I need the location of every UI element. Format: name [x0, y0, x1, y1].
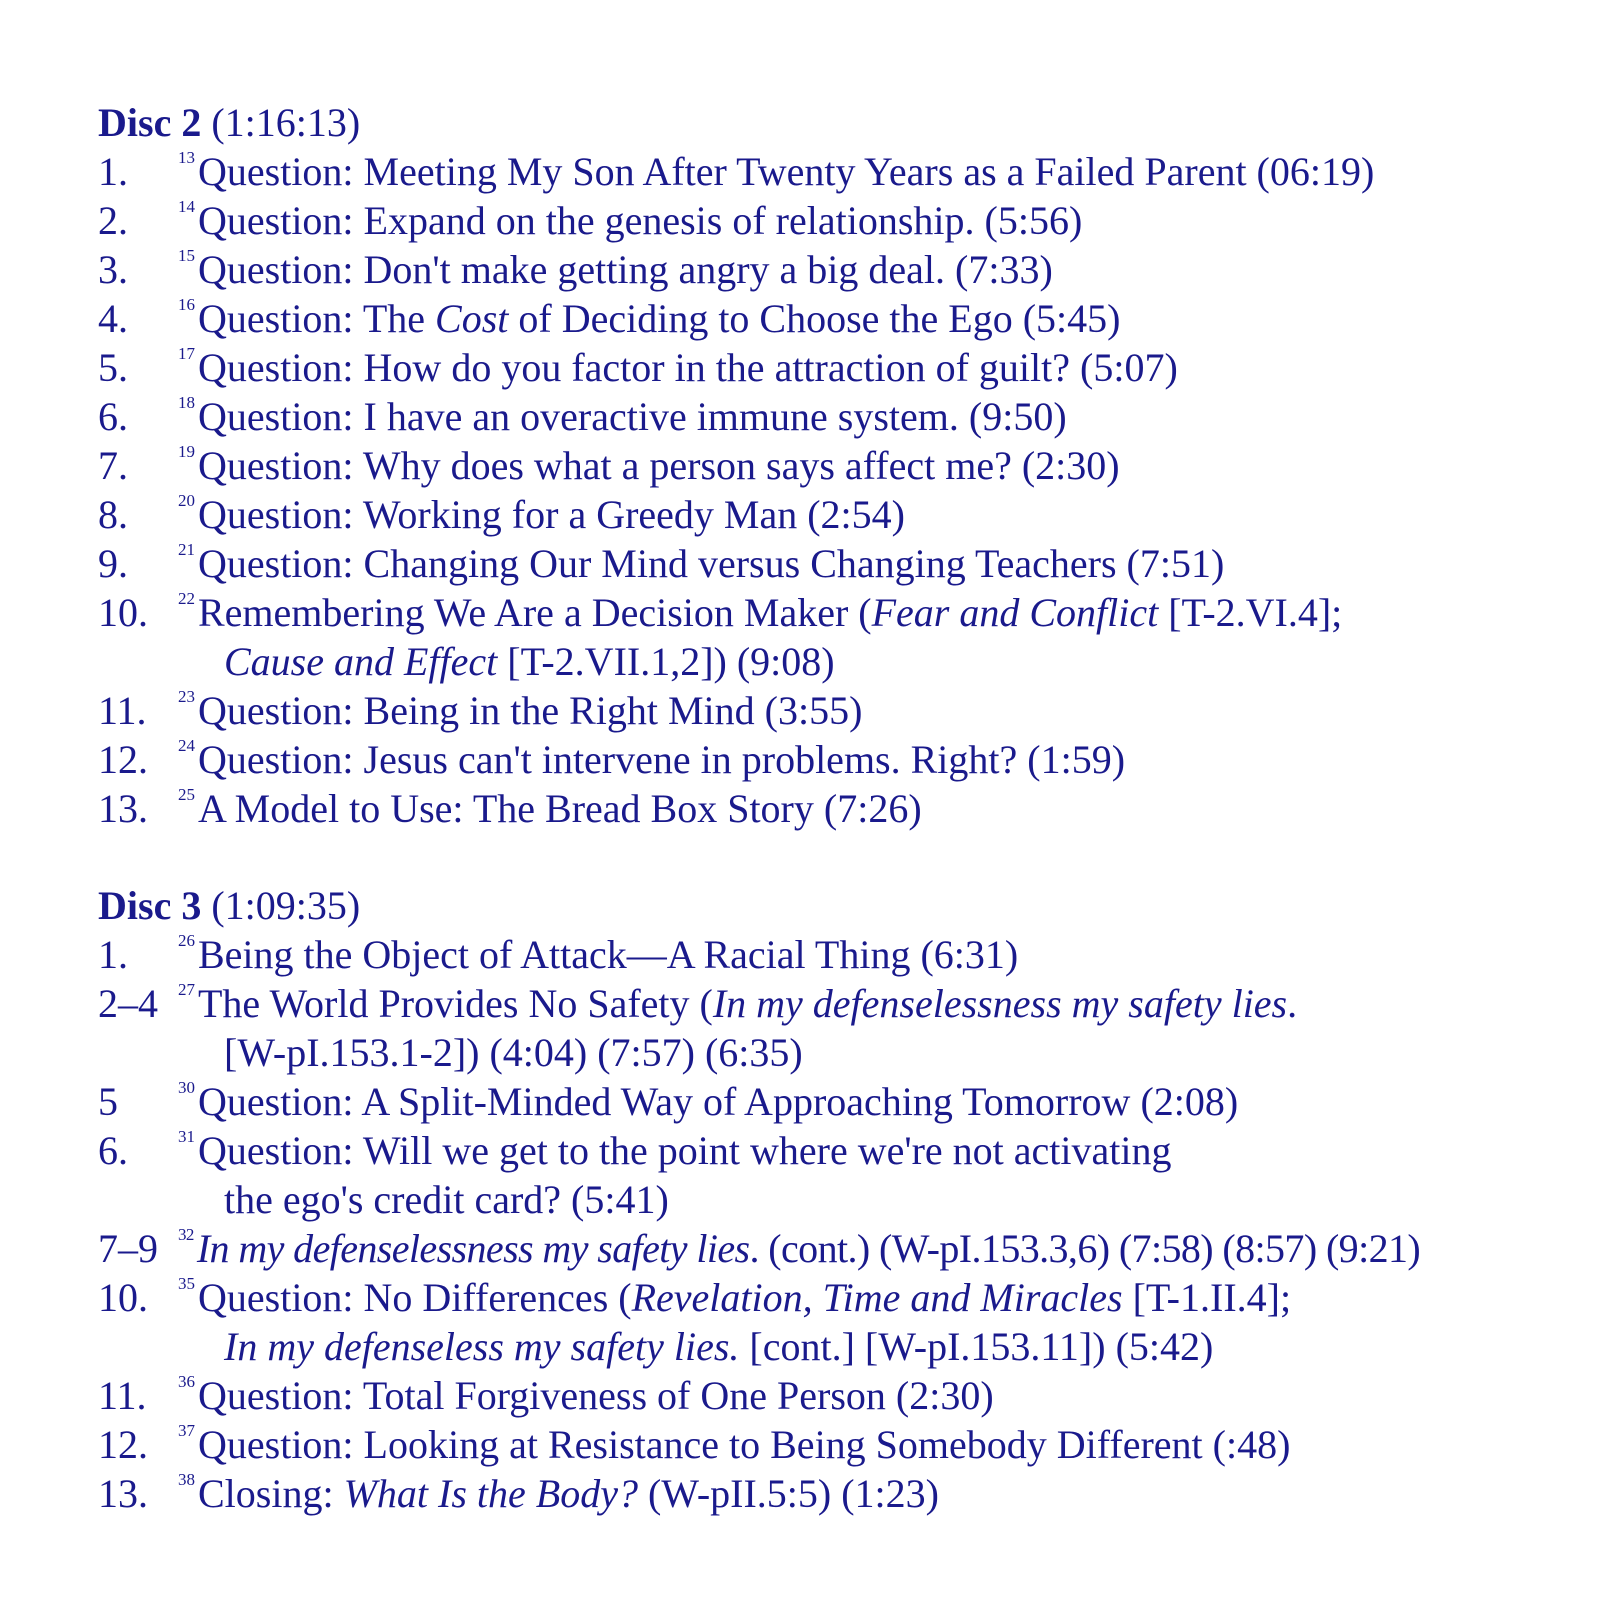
track-text: Question: Expand on the genesis of relationship. (5:56)	[198, 198, 1083, 243]
track-text: Being the Object of Attack—A Racial Thing (6:31)	[198, 932, 1019, 977]
track-index: 17	[178, 344, 195, 363]
track-continuation-line	[178, 1175, 1560, 1224]
track-text: Question: The	[198, 296, 436, 341]
track-index: 26	[178, 931, 195, 950]
track-number: 12.	[98, 737, 148, 782]
track-text: [T-2.VI.4];	[1158, 590, 1343, 635]
track-number: 12.	[98, 1422, 148, 1467]
track-text: Question: Total Forgiveness of One Person (2:30)	[198, 1373, 994, 1418]
track-number: 2–4	[98, 981, 158, 1026]
track-title-line	[178, 1420, 1560, 1469]
track-item	[98, 147, 1560, 196]
track-text: of Deciding to Choose the Ego (5:45)	[508, 296, 1121, 341]
track-index: 32	[178, 1225, 194, 1244]
track-number: 13.	[98, 1471, 148, 1516]
track-index: 37	[178, 1421, 195, 1440]
track-title-line	[178, 245, 1560, 294]
track-number: 8.	[98, 492, 128, 537]
track-number: 6.	[98, 394, 128, 439]
track-text: [W-pI.153.1-2]) (4:04) (7:57) (6:35)	[224, 1030, 803, 1075]
track-body	[178, 490, 1560, 539]
track-title-line	[178, 1371, 1560, 1420]
disc-title: Disc 3	[98, 883, 202, 928]
track-title-line	[178, 784, 1560, 833]
track-body	[178, 1077, 1560, 1126]
italic-title: Cost	[435, 296, 509, 341]
track-body	[178, 1420, 1560, 1469]
track-item	[98, 1126, 1560, 1224]
track-body	[178, 686, 1560, 735]
track-text: The World Provides No Safety (	[198, 981, 713, 1026]
track-index: 16	[178, 295, 195, 314]
track-item	[98, 979, 1560, 1077]
track-text: [cont.] [W-pI.153.11]) (5:42)	[739, 1324, 1214, 1369]
track-item	[98, 196, 1560, 245]
track-text: Question: How do you factor in the attraction of guilt? (5:07)	[198, 345, 1178, 390]
track-body	[178, 294, 1560, 343]
track-item	[98, 784, 1560, 833]
track-body	[178, 784, 1560, 833]
track-index: 31	[178, 1127, 195, 1146]
track-text: Question: Looking at Resistance to Being Somebody Different (:48)	[198, 1422, 1291, 1467]
track-number: 10.	[98, 590, 148, 635]
track-title-line	[178, 930, 1560, 979]
track-title-line	[178, 1469, 1560, 1518]
track-title-line	[178, 1224, 1560, 1273]
track-number: 1.	[98, 149, 128, 194]
track-text: Question: No Differences (	[198, 1275, 632, 1320]
track-number: 1.	[98, 932, 128, 977]
track-text: Question: Jesus can't intervene in problems. Right? (1:59)	[198, 737, 1126, 782]
track-number: 9.	[98, 541, 128, 586]
disc-section	[98, 98, 1560, 833]
track-item	[98, 392, 1560, 441]
track-body	[178, 441, 1560, 490]
track-text: Question: Why does what a person says affect me? (2:30)	[198, 443, 1120, 488]
track-number: 7–9	[98, 1226, 158, 1271]
italic-title: Fear and Conflict	[871, 590, 1159, 635]
track-number: 10.	[98, 1275, 148, 1320]
track-body	[178, 588, 1560, 686]
track-index: 19	[178, 442, 195, 461]
track-body	[178, 343, 1560, 392]
track-item	[98, 686, 1560, 735]
track-number: 4.	[98, 296, 128, 341]
track-index: 24	[178, 736, 195, 755]
track-item	[98, 441, 1560, 490]
track-continuation-line	[178, 1028, 1560, 1077]
track-text: Closing:	[198, 1471, 344, 1516]
track-text: Question: Changing Our Mind versus Changing Teachers (7:51)	[198, 541, 1225, 586]
track-title-line	[178, 979, 1560, 1028]
track-index: 20	[178, 491, 195, 510]
track-text: Question: A Split-Minded Way of Approaching Tomorrow (2:08)	[198, 1079, 1239, 1124]
italic-title: Cause and Effect	[224, 639, 498, 684]
track-item	[98, 343, 1560, 392]
track-title-line	[178, 539, 1560, 588]
track-number: 11.	[98, 688, 147, 733]
track-title-line	[178, 735, 1560, 784]
track-index: 38	[178, 1470, 195, 1489]
track-item	[98, 735, 1560, 784]
track-index: 22	[178, 589, 195, 608]
track-body	[178, 392, 1560, 441]
disc-header	[98, 881, 1560, 930]
track-text: Question: I have an overactive immune system. (9:50)	[198, 394, 1067, 439]
track-item	[98, 245, 1560, 294]
track-body	[178, 147, 1560, 196]
track-body	[178, 735, 1560, 784]
track-item	[98, 1469, 1560, 1518]
track-number: 6.	[98, 1128, 128, 1173]
track-index: 21	[178, 540, 195, 559]
track-title-line	[178, 392, 1560, 441]
track-text: Question: Being in the Right Mind (3:55)	[198, 688, 863, 733]
track-item	[98, 1224, 1560, 1273]
track-text: . (cont.) (W-pI.153.3,6) (7:58) (8:57) (9:21)	[749, 1226, 1421, 1271]
track-text: (W-pII.5:5) (1:23)	[637, 1471, 939, 1516]
track-body	[178, 1126, 1560, 1224]
track-title-line	[178, 441, 1560, 490]
track-body	[178, 930, 1560, 979]
track-index: 36	[178, 1372, 195, 1391]
track-item	[98, 1273, 1560, 1371]
track-item	[98, 1371, 1560, 1420]
disc-section	[98, 881, 1560, 1518]
track-text: [T-2.VII.1,2]) (9:08)	[497, 639, 835, 684]
track-title-line	[178, 490, 1560, 539]
track-body	[178, 539, 1560, 588]
track-title-line	[178, 588, 1560, 637]
track-continuation-line	[178, 1322, 1560, 1371]
track-text: Question: Don't make getting angry a big deal. (7:33)	[198, 247, 1053, 292]
track-item	[98, 1420, 1560, 1469]
track-number: 13.	[98, 786, 148, 831]
track-item	[98, 1077, 1560, 1126]
track-text: Question: Will we get to the point where we're not activating	[198, 1128, 1172, 1173]
track-body	[178, 196, 1560, 245]
track-title-line	[178, 294, 1560, 343]
track-title-line	[178, 1273, 1560, 1322]
track-index: 23	[178, 687, 195, 706]
italic-title: In my defenselessness my safety lies	[712, 981, 1288, 1026]
track-text: A Model to Use: The Bread Box Story (7:26)	[198, 786, 922, 831]
track-body	[178, 979, 1560, 1077]
track-number: 7.	[98, 443, 128, 488]
track-text: Question: Meeting My Son After Twenty Years as a Failed Parent (06:19)	[198, 149, 1375, 194]
track-text: Remembering We Are a Decision Maker (	[198, 590, 872, 635]
track-index: 35	[178, 1274, 195, 1293]
disc-duration: (1:09:35)	[201, 883, 361, 928]
track-index: 27	[178, 980, 195, 999]
disc-duration: (1:16:13)	[201, 100, 361, 145]
track-continuation-line	[178, 637, 1560, 686]
track-title-line	[178, 343, 1560, 392]
track-item	[98, 490, 1560, 539]
track-title-line	[178, 196, 1560, 245]
track-title-line	[178, 1126, 1560, 1175]
track-index: 30	[178, 1078, 195, 1097]
track-item	[98, 588, 1560, 686]
track-index: 25	[178, 785, 195, 804]
track-item	[98, 539, 1560, 588]
track-text: [T-1.II.4];	[1122, 1275, 1292, 1320]
track-text: the ego's credit card? (5:41)	[224, 1177, 669, 1222]
track-text: Question: Working for a Greedy Man (2:54)	[198, 492, 905, 537]
track-title-line	[178, 686, 1560, 735]
track-title-line	[178, 1077, 1560, 1126]
track-item	[98, 294, 1560, 343]
track-index: 14	[178, 197, 195, 216]
track-number: 5.	[98, 345, 128, 390]
track-body	[178, 1224, 1560, 1273]
track-title-line	[178, 147, 1560, 196]
track-index: 13	[178, 148, 195, 167]
track-body	[178, 1273, 1560, 1371]
track-text: .	[1287, 981, 1298, 1026]
italic-title: In my defenseless my safety lies.	[224, 1324, 740, 1369]
track-index: 15	[178, 246, 195, 265]
track-body	[178, 1469, 1560, 1518]
track-body	[178, 245, 1560, 294]
disc-title: Disc 2	[98, 100, 202, 145]
track-number: 3.	[98, 247, 128, 292]
track-body	[178, 1371, 1560, 1420]
track-number: 5	[98, 1079, 118, 1124]
track-item	[98, 930, 1560, 979]
track-number: 11.	[98, 1373, 147, 1418]
italic-title: In my defenselessness my safety lies	[196, 1226, 750, 1271]
italic-title: What Is the Body?	[343, 1471, 638, 1516]
italic-title: Revelation, Time and Miracles	[631, 1275, 1123, 1320]
track-index: 18	[178, 393, 195, 412]
disc-header	[98, 98, 1560, 147]
track-number: 2.	[98, 198, 128, 243]
